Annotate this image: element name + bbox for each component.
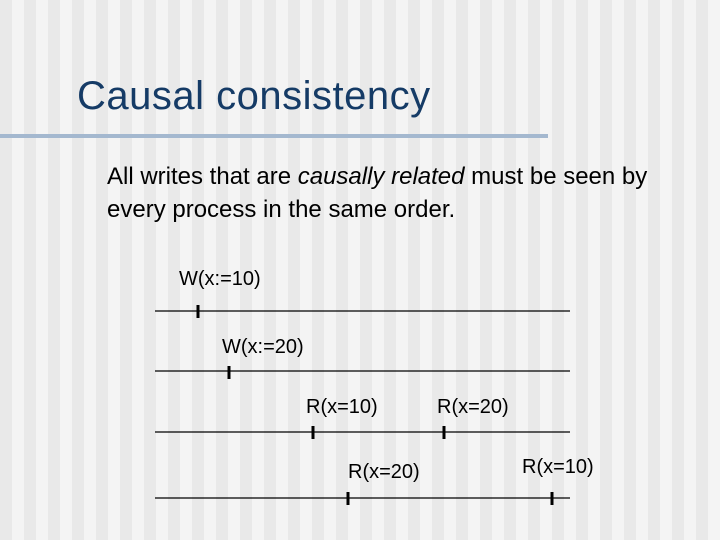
process-4-op-2-label: R(x=10) xyxy=(522,456,594,478)
slide-title: Causal consistency xyxy=(77,74,431,118)
process-1-op-1-label: W(x:=10) xyxy=(179,268,261,290)
process-3-op-1-label: R(x=10) xyxy=(306,396,378,418)
process-2-op-1-label: W(x:=20) xyxy=(222,336,304,358)
process-3-op-2-label: R(x=20) xyxy=(437,396,509,418)
process-4-op-1-label: R(x=20) xyxy=(348,461,420,483)
body-text-emphasis: causally related xyxy=(297,163,465,190)
body-text-part1: All writes that are xyxy=(107,163,298,190)
body-text-part2: must be seen by every process in the same order. xyxy=(107,163,648,223)
